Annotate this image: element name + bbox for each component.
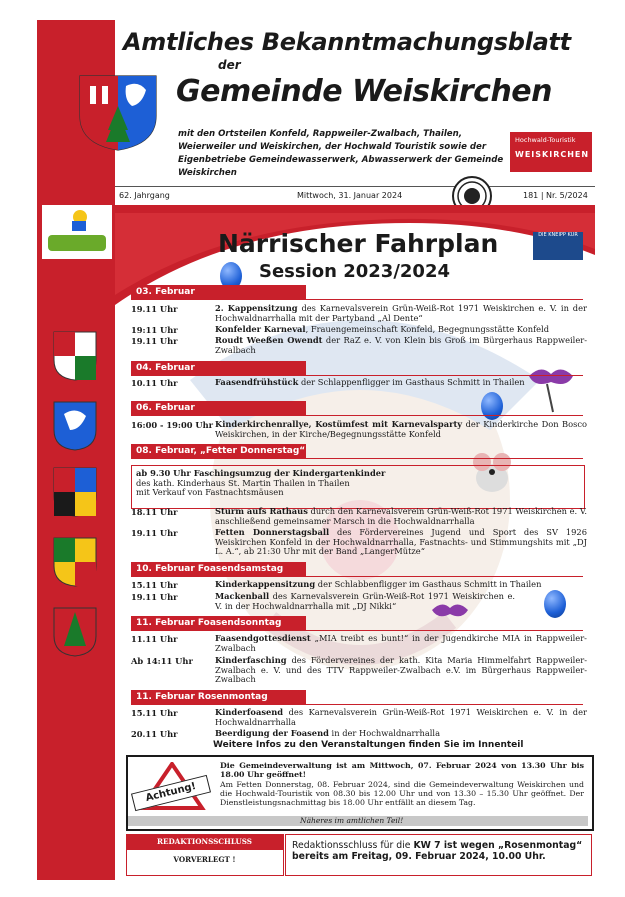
session-title: Session 2023/2024 — [259, 261, 450, 282]
weiskirchen-crest-icon — [76, 72, 160, 152]
weierweiler-crest-icon — [52, 536, 98, 588]
section-divider — [131, 299, 583, 300]
entry-description: Mackenball des Karnevalsverein Grün-Weiß-Rot 1971 Weiskirchen e. V. in der Hochwaldnarrhalla mit „DJ Nikki“ — [215, 591, 515, 611]
more-info-note: Weitere Infos zu den Veranstaltungen finden Sie im Innenteil — [213, 740, 524, 750]
issue-date: Mittwoch, 31. Januar 2024 — [297, 191, 403, 200]
entry-time: 18.11 Uhr — [131, 507, 178, 517]
entry-description: Faasendfrühstück der Schlappenfligger im Gasthaus Schmitt in Thailen — [215, 377, 525, 387]
entry-description: Konfelder Karneval, Frauengemeinschaft Konfeld, Begegnungsstätte Konfeld — [215, 324, 550, 334]
municipality-title: Gemeinde Weiskirchen — [176, 74, 553, 109]
entry-description: Roudt Weeßen Owendt der RaZ e. V. von Klein bis Groß im Bürgerhaus Rappweiler-Zwalbach — [215, 335, 588, 355]
entry-time: 19.11 Uhr — [131, 336, 178, 346]
entry-time: 19:11 Uhr — [131, 325, 178, 335]
achtung-label: Achtung! — [131, 775, 211, 811]
section-heading: 10. Februar Foasendsamstag — [131, 562, 306, 576]
entry-time: 16:00 - 19:00 Uhr — [131, 420, 214, 430]
konfeld-crest-icon — [52, 330, 98, 382]
title-der: der — [218, 58, 241, 72]
section-divider — [131, 704, 583, 705]
section-divider — [131, 458, 583, 459]
entry-time: Ab 14:11 Uhr — [131, 656, 193, 666]
entry-time: 19.11 Uhr — [131, 528, 178, 538]
section-divider — [131, 415, 583, 416]
section-heading: 03. Februar — [131, 285, 306, 299]
notice-footer-text: Näheres im amtlichen Teil! — [300, 816, 404, 825]
entry-time: 15.11 Uhr — [131, 580, 178, 590]
section-heading: 04. Februar — [131, 361, 306, 375]
section-divider — [131, 576, 583, 577]
section-divider — [131, 630, 583, 631]
entry-description: Sturm aufs Rathaus durch den Karnevalsverein Grün-Weiß-Rot 1971 Weiskirchen e. V. anschließend gemeinsamer Marsch in die Hochwaldnarrhalla — [215, 506, 588, 526]
section-heading: 06. Februar — [131, 401, 306, 415]
entry-description: Fetten Donnerstagsball des Fördervereines Jugend und Sport des SV 1926 Weiskirchen Konfeld in der Hochwaldnarrhalla, Fastnachts- und Stimmungshits mit „DJ L. A.“, ab 21:30 Uhr mit der Band „LangerMütze“ — [215, 527, 587, 556]
jahrgang: 62. Jahrgang — [119, 191, 170, 200]
parade-description: ab 9.30 Uhr Faschingsumzug der Kindergartenkinder des kath. Kinderhaus St. Martin Thailen in Thailen mit Verkauf von Fastnachtsmäusen — [136, 468, 386, 497]
section-heading: 08. Februar, „Fetter Donnerstag“ — [131, 444, 306, 458]
entry-time: 19.11 Uhr — [131, 304, 178, 314]
carnival-mask-icon — [527, 362, 575, 414]
fahrplan-title: Närrischer Fahrplan — [218, 229, 499, 258]
touristik-label: Hochwald-Touristik — [515, 136, 576, 144]
kneipp-label: DIE KNEIPP KUR — [538, 232, 578, 238]
entry-description: Beerdigung der Foasend in der Hochwaldnarrhalla — [215, 728, 441, 738]
issue-number: 181 | Nr. 5/2024 — [523, 191, 588, 200]
section-divider — [131, 375, 583, 376]
entry-time: 19.11 Uhr — [131, 592, 178, 602]
kneipp-logo — [533, 232, 583, 260]
entry-description: Kinderfasching des Fördervereines der kath. Kita Maria Himmelfahrt Rappweiler-Zwalbach e. V. und des TTV Rappweiler-Zwalbach e.V. im Bürgerhaus Rappweiler-Zwalbach — [215, 655, 587, 684]
section-heading: 11. Februar Foasendsonntag — [131, 616, 306, 630]
rappweiler-crest-icon — [52, 400, 98, 452]
hochwald-touristik-logo — [510, 132, 592, 172]
balloon-icon — [544, 590, 566, 618]
entry-description: Kinderfoasend des Karnevalsverein Grün-Weiß-Rot 1971 Weiskirchen e. V. in der Hochwaldnarrhalla — [215, 707, 587, 727]
entry-description: Faasendgottesdienst „MIA treibt es bunt!“ in der Jugendkirche MIA in Rappweiler-Zwalbach — [215, 633, 587, 653]
notice-text: Die Gemeindeverwaltung ist am Mittwoch, 07. Februar 2024 von 13.30 Uhr bis 18.00 Uhr geöffnet! Am Fetten Donnerstag, 08. Februar 2024, sind die Gemeindeverwaltung Weiskirchen und die Hochwald-Touristik von 08.30 bis 12.00 Uhr und von 13.30 – 15.30 Uhr geöffnet. Der Dienstleistungsnachmittag bis 18.00 Uhr entfällt an diesem Tag. — [220, 761, 584, 808]
entry-description: Kinderkappensitzung der Schlabbenfligger im Gasthaus Schmitt in Thailen — [215, 579, 542, 589]
weiskirchen-small-crest-icon — [52, 606, 98, 658]
entry-time: 11.11 Uhr — [131, 634, 178, 644]
entry-time: 20.11 Uhr — [131, 729, 178, 739]
touristik-name: WEISKIRCHEN — [515, 150, 590, 159]
entry-description: 2. Kappensitzung des Karnevalsverein Grün-Weiß-Rot 1971 Weiskirchen e. V. in der Hochwaldnarrhalla mit der Partyband „Al Dente“ — [215, 303, 587, 323]
deadline-subheading: VORVERLEGT ! — [173, 855, 236, 864]
header-subtitle: mit den Ortsteilen Konfeld, Rappweiler-Zwalbach, Thailen, Weierweiler und Weiskirchen, der Hochwald Touristik sowie der Eigenbetriebe Gemeindewasserwerk, Abwasserwerk der Gemeinde Weiskirchen — [178, 129, 504, 178]
issue-info-bar — [115, 186, 595, 206]
deadline-heading: REDAKTIONSSCHLUSS — [126, 834, 283, 850]
entry-time: 10.11 Uhr — [131, 378, 178, 388]
klimakurort-logo-icon — [42, 205, 112, 259]
section-heading: 11. Februar Rosenmontag — [131, 690, 306, 704]
publication-title: Amtliches Bekanntmachungsblatt — [123, 28, 571, 56]
entry-time: 15.11 Uhr — [131, 708, 178, 718]
entry-description: Kinderkirchenrallye, Kostümfest mit Karnevalsparty der Kinderkirche Don Bosco Weiskirchen, in der Kirche/Begegnungsstätte Konfeld — [215, 419, 587, 439]
thailen-crest-icon — [52, 466, 98, 518]
deadline-detail-text: Redaktionsschluss für die KW 7 ist wegen „Rosenmontag“ bereits am Freitag, 09. Februar 2024, 10.00 Uhr. — [292, 840, 583, 862]
